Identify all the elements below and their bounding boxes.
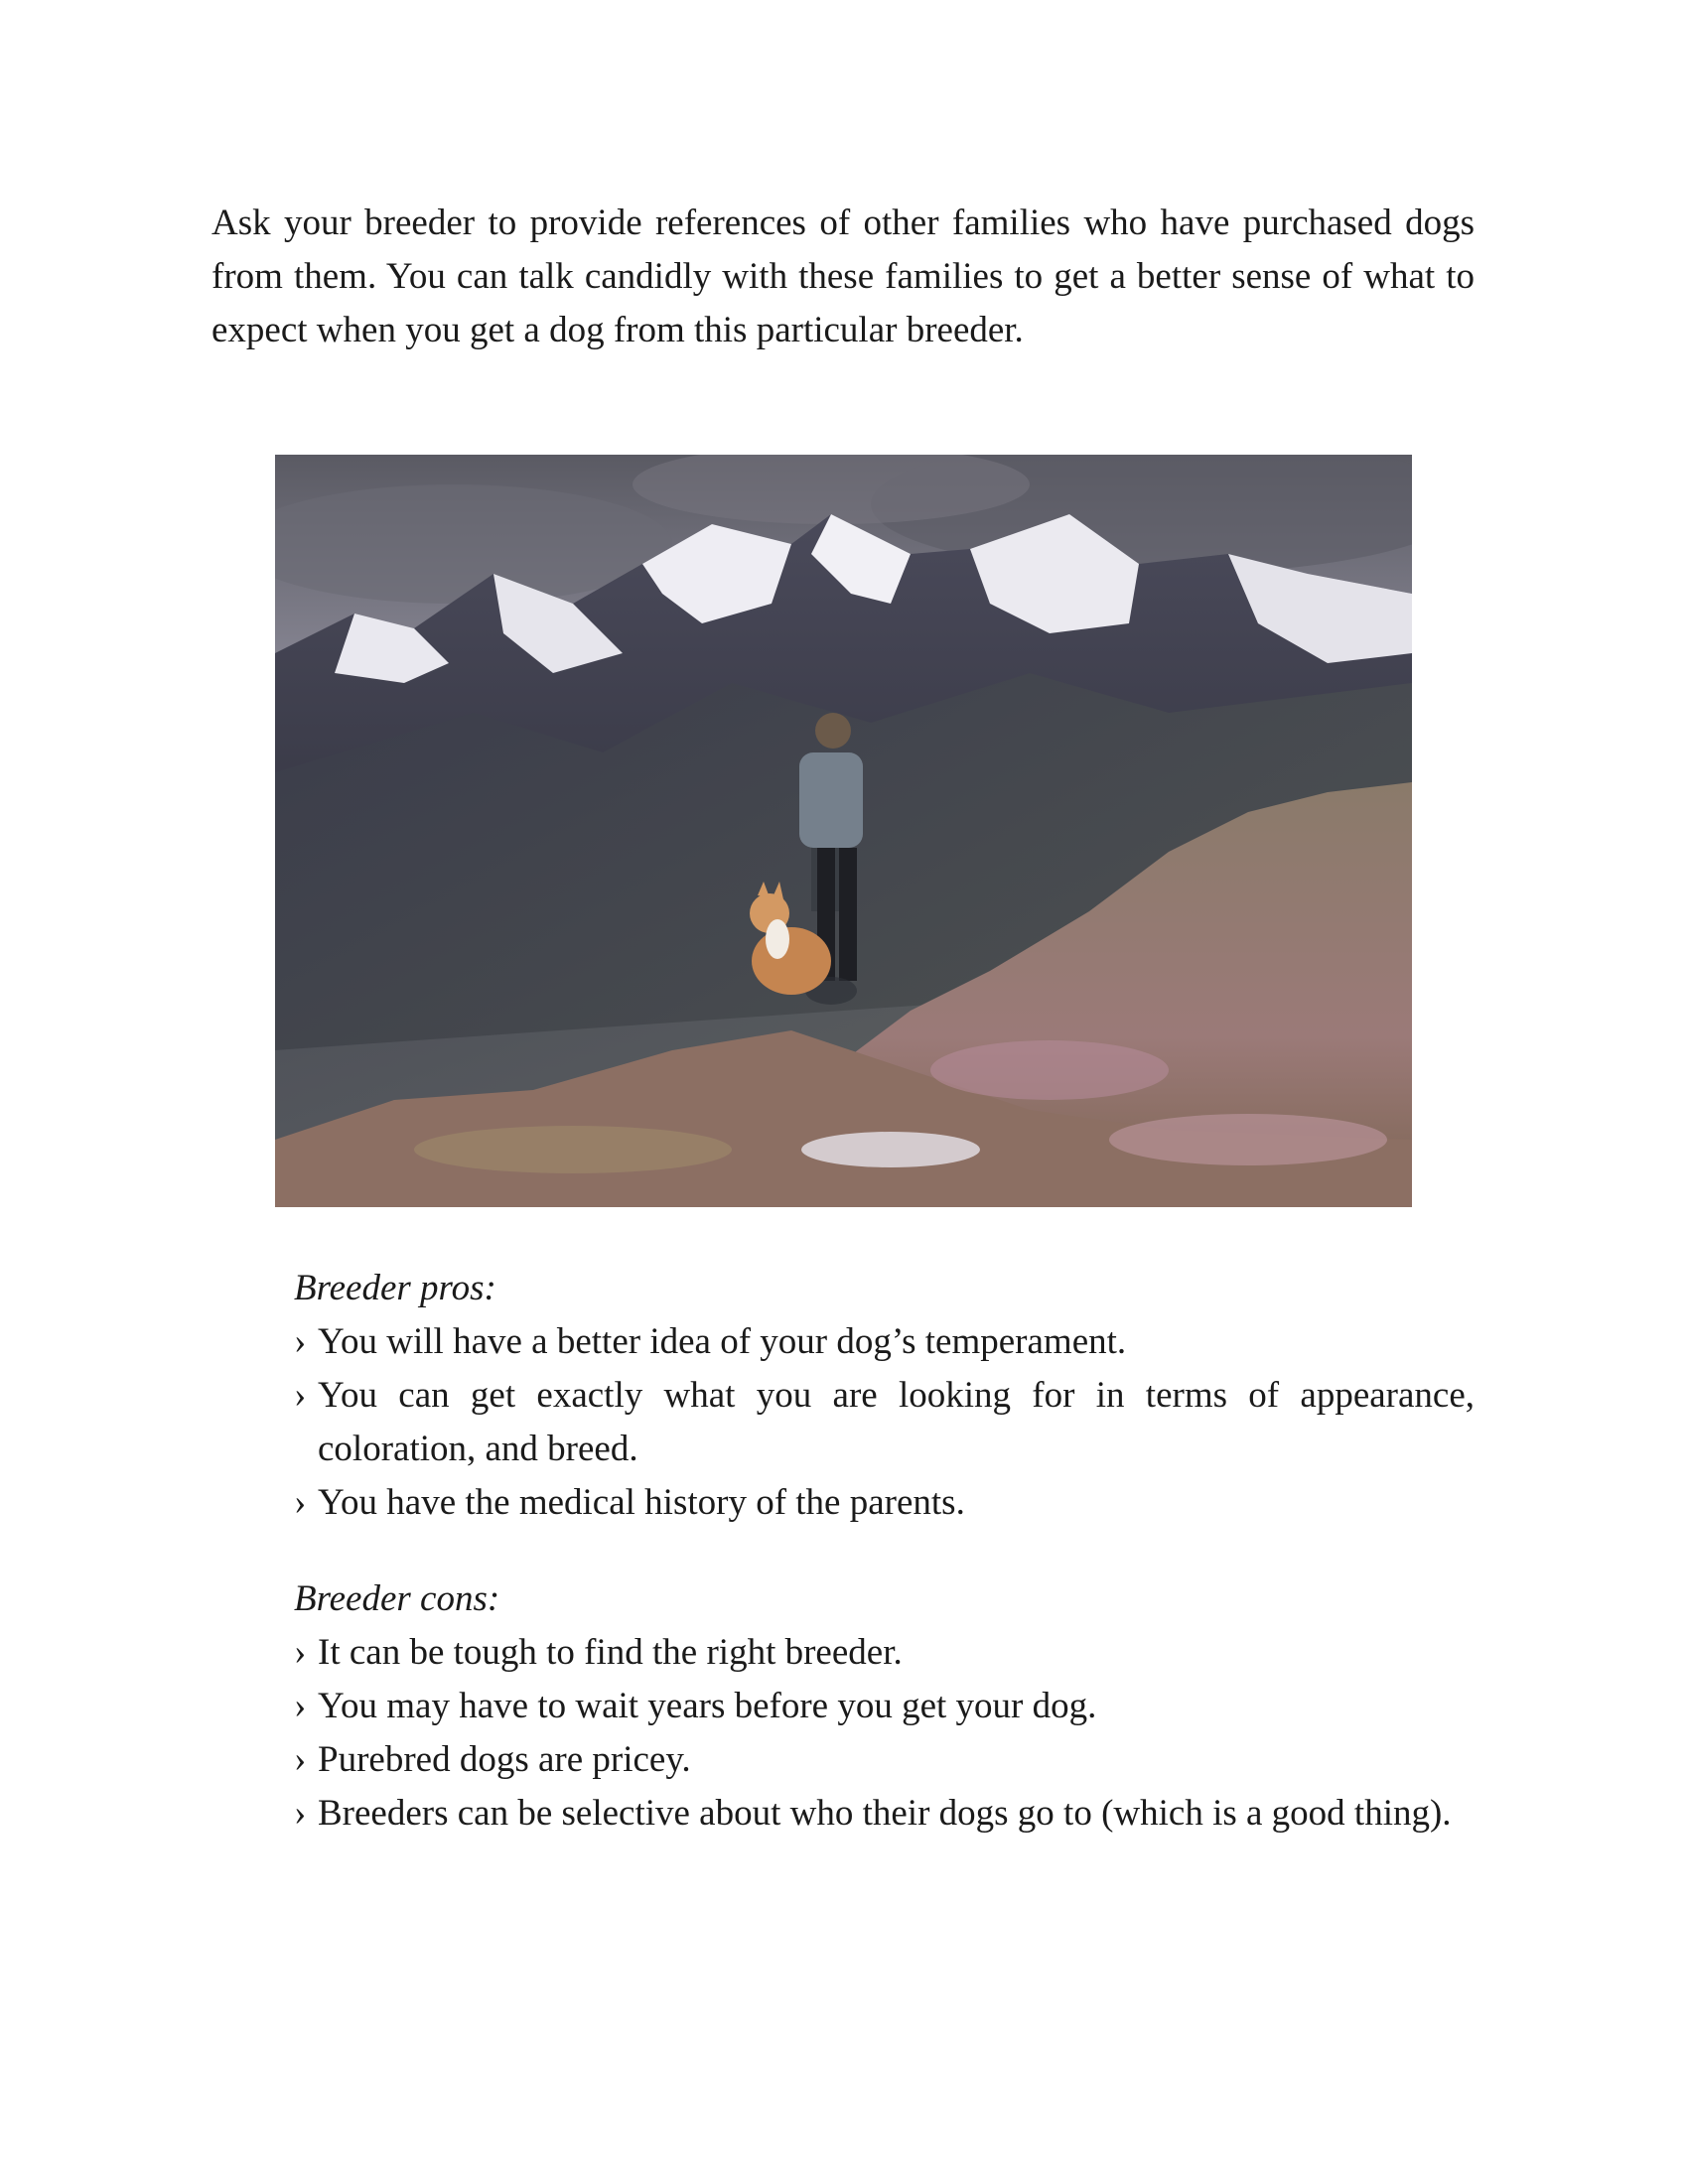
bullet-glyph: › bbox=[294, 1686, 307, 1726]
list-item-text: Breeders can be selective about who their dogs go to (which is a good thing). bbox=[318, 1793, 1452, 1834]
breeder-pros-section bbox=[294, 1262, 1475, 1530]
breeder-pros-heading: Breeder pros: bbox=[294, 1268, 496, 1308]
list-item-text: It can be tough to find the right breeder. bbox=[318, 1632, 903, 1673]
list-item bbox=[294, 1476, 1475, 1530]
list-item bbox=[294, 1680, 1475, 1733]
list-item bbox=[294, 1626, 1475, 1680]
list-item bbox=[294, 1315, 1475, 1369]
intro-paragraph: Ask your breeder to provide references of other families who have purchased dogs from them. You can talk candidly with these families to get a better sense of what to expect when you get a dog from this particular breeder. bbox=[211, 203, 1475, 350]
breeder-pros-list bbox=[294, 1315, 1475, 1530]
list-item bbox=[294, 1369, 1475, 1476]
bullet-glyph: › bbox=[294, 1739, 307, 1780]
bullet-glyph: › bbox=[294, 1632, 307, 1673]
breeder-cons-list bbox=[294, 1626, 1475, 1841]
breeder-cons-section bbox=[294, 1572, 1475, 1841]
list-item-text: You may have to wait years before you get your dog. bbox=[318, 1686, 1097, 1726]
list-item-text: You have the medical history of the parents. bbox=[318, 1482, 965, 1523]
breeder-cons-heading: Breeder cons: bbox=[294, 1578, 500, 1619]
list-item bbox=[294, 1733, 1475, 1787]
list-item-text: You will have a better idea of your dog’s temperament. bbox=[318, 1321, 1127, 1362]
list-item-text: Purebred dogs are pricey. bbox=[318, 1739, 691, 1780]
list-item-text: You can get exactly what you are looking for in terms of appearance, coloration, and breed. bbox=[318, 1375, 1475, 1469]
mountain-landscape-photo bbox=[275, 455, 1412, 1207]
bullet-glyph: › bbox=[294, 1375, 307, 1416]
bullet-glyph: › bbox=[294, 1793, 307, 1834]
bullet-glyph: › bbox=[294, 1321, 307, 1362]
bullet-glyph: › bbox=[294, 1482, 307, 1523]
list-item bbox=[294, 1787, 1475, 1841]
